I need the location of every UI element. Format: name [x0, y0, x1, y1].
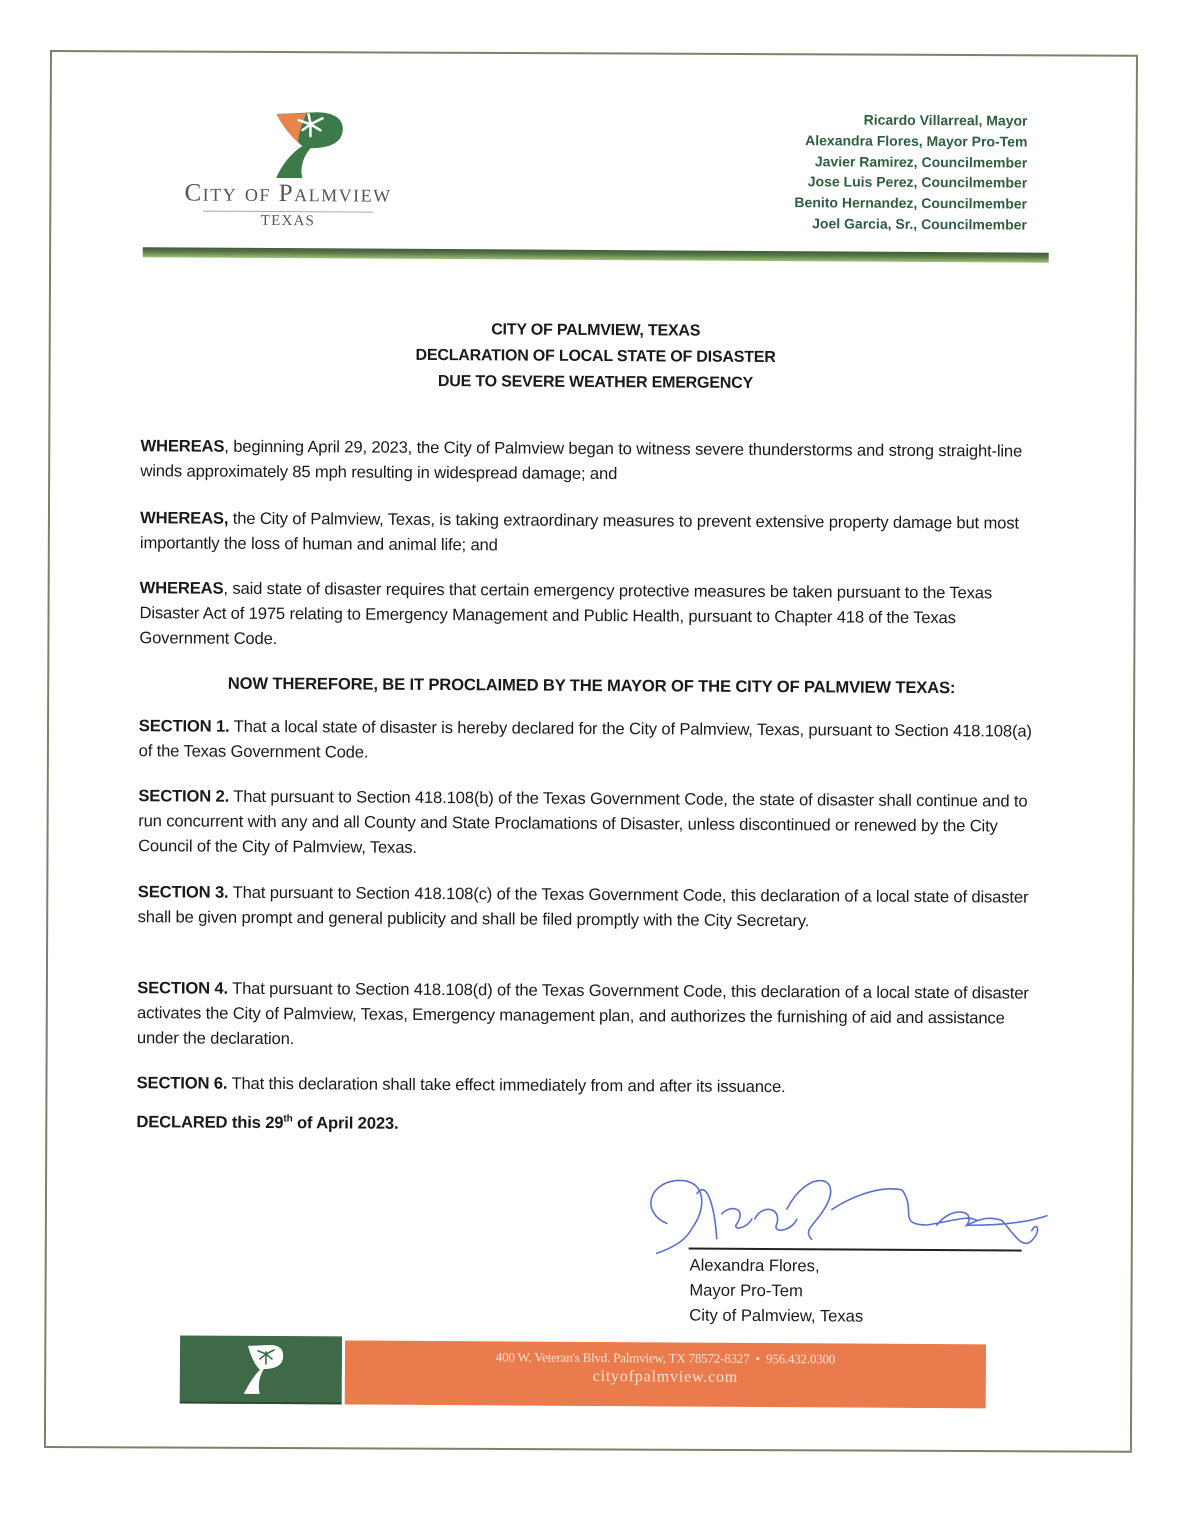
- footer-address: 400 W. Veteran's Blvd. Palmview, TX 78572-8327: [495, 1349, 750, 1366]
- clause-text: the City of Palmview, Texas, is taking extraordinary measures to prevent extensive property damage but most importantly the loss of human and animal life; and: [139, 508, 1019, 555]
- whereas-clause: [139, 575, 1044, 656]
- footer-contact-block: [345, 1340, 986, 1408]
- title-line: DUE TO SEVERE WEATHER EMERGENCY: [437, 373, 754, 392]
- section-text: That this declaration shall take effect immediately from and after its issuance.: [227, 1073, 786, 1097]
- header-divider-bar: [143, 247, 1049, 263]
- section-lead: SECTION 4.: [137, 978, 229, 998]
- section-clause: [137, 975, 1042, 1056]
- document-title: [2, 314, 1187, 399]
- whereas-clause: [140, 433, 1045, 489]
- footer-phone: 956.432.0300: [765, 1351, 836, 1367]
- footer-website[interactable]: cityofpalmview.com: [592, 1367, 739, 1386]
- section-text: That pursuant to Section 418.108(b) of the Texas Government Code, the state of disaster shall continue and to run concurrent with any and all County and State Proclamations of Disaster, unless discontinued or renewed by the City Council of the City of Palmview, Texas.: [138, 786, 1028, 857]
- council-member: Ricardo Villarreal, Mayor: [863, 111, 1028, 129]
- section-clause: [138, 783, 1043, 864]
- clause-text: , said state of disaster requires that certain emergency protective measures be taken pursuant to the Texas Disaster Act of 1975 relating to Emergency Management and Public Health, pursuant to Chapter 418 of the Texas Government Code.: [139, 578, 993, 649]
- clause-lead: WHEREAS: [139, 578, 224, 598]
- title-line: DECLARATION OF LOCAL STATE OF DISASTER: [415, 346, 776, 367]
- clause-text: , beginning April 29, 2023, the City of Palmview began to witness severe thunderstorms and strong straight-line winds approximately 85 mph resulting in widespread damage; and: [140, 436, 1023, 484]
- council-list: [794, 109, 1027, 235]
- council-member: Alexandra Flores, Mayor Pro-Tem: [805, 132, 1028, 150]
- section-clause: [137, 1070, 1042, 1101]
- state-logotype: TEXAS: [260, 212, 316, 230]
- signer-title: Mayor Pro-Tem: [689, 1280, 803, 1301]
- section-lead: SECTION 1.: [138, 716, 230, 736]
- palm-p-logo-icon: [240, 1342, 285, 1397]
- title-line: CITY OF PALMVIEW, TEXAS: [491, 321, 701, 340]
- section-text: That a local state of disaster is hereby declared for the City of Palmview, Texas, pursuant to Section 418.108(a) of the Texas Government Code.: [138, 716, 1032, 762]
- palm-p-logo-icon: [258, 108, 348, 181]
- declared-date: DECLARED this 29th of April 2023.: [136, 1112, 399, 1133]
- council-member: Benito Hernandez, Councilmember: [794, 194, 1028, 212]
- proclamation-heading: NOW THEREFORE, BE IT PROCLAIMED BY THE MAYOR OF THE CITY OF PALMVIEW TEXAS:: [227, 673, 956, 698]
- document-body: [136, 433, 1046, 1133]
- section-lead: SECTION 3.: [137, 882, 229, 902]
- city-logo: [163, 107, 414, 234]
- whereas-clause: [140, 505, 1045, 561]
- footer-address-line: [345, 1348, 986, 1368]
- section-text: That pursuant to Section 418.108(d) of the Texas Government Code, this declaration of a local state of disaster activates the City of Palmview, Texas, Emergency management plan, and authorizes the furnishing of aid and assistance under the declaration.: [136, 978, 1029, 1049]
- council-member: Jose Luis Perez, Councilmember: [807, 173, 1028, 191]
- clause-lead: WHEREAS,: [140, 508, 229, 528]
- signer-name: Alexandra Flores,: [689, 1255, 820, 1276]
- signer-org: City of Palmview, Texas: [689, 1305, 864, 1326]
- signer-block: [689, 1253, 863, 1329]
- council-member: Joel Garcia, Sr., Councilmember: [812, 215, 1027, 233]
- section-lead: SECTION 6.: [136, 1073, 228, 1093]
- section-clause: [139, 713, 1044, 769]
- section-lead: SECTION 2.: [138, 786, 230, 806]
- section-clause: [138, 879, 1043, 935]
- section-text: That pursuant to Section 418.108(c) of the Texas Government Code, this declaration of a local state of disaster shall be given prompt and general publicity and shall be filed promptly with the City Secretary.: [137, 882, 1029, 931]
- council-member: Javier Ramirez, Councilmember: [814, 152, 1028, 171]
- footer-logo-block: [180, 1335, 342, 1404]
- city-name-logotype: City of Palmview: [184, 179, 392, 208]
- clause-lead: WHEREAS: [140, 436, 225, 456]
- footer-separator: •: [755, 1350, 760, 1366]
